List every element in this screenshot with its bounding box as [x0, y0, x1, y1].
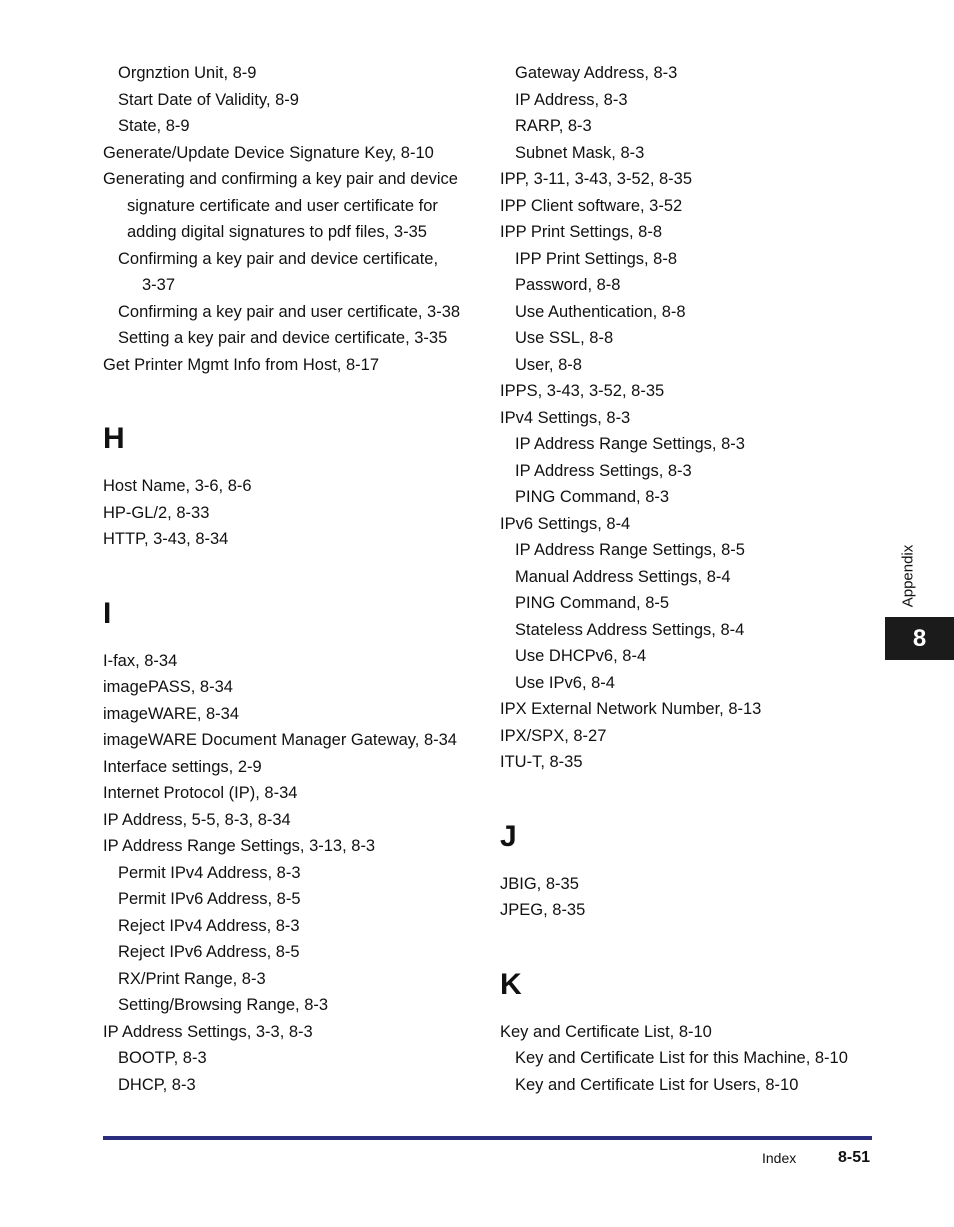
index-entry: imageWARE Document Manager Gateway, 8-34	[103, 731, 457, 749]
index-entry: PING Command, 8-5	[515, 594, 670, 612]
index-entry: Confirming a key pair and device certificate,	[118, 249, 439, 268]
index-entry: Use DHCPv6, 8-4	[515, 647, 647, 665]
index-entry: State, 8-9	[118, 117, 190, 135]
index-entry: Password, 8-8	[515, 276, 621, 294]
index-entry: Setting/Browsing Range, 8-3	[118, 996, 329, 1014]
index-entry: Reject IPv4 Address, 8-3	[118, 916, 300, 935]
index-entry: Reject IPv6 Address, 8-5	[118, 943, 300, 961]
index-entry: IP Address, 5-5, 8-3, 8-34	[103, 810, 291, 829]
index-section-letter: I	[103, 596, 112, 630]
index-entry: PING Command, 8-3	[515, 488, 670, 506]
index-entry: Interface settings, 2-9	[103, 757, 262, 776]
index-entry: IPP, 3-11, 3-43, 3-52, 8-35	[500, 170, 693, 188]
footer-section-name: Index	[762, 1150, 797, 1166]
index-entry: Key and Certificate List for Users, 8-10	[515, 1075, 799, 1094]
index-entry: Generate/Update Device Signature Key, 8-10	[103, 143, 434, 162]
index-entry: Confirming a key pair and user certificate, 3-38	[118, 302, 461, 321]
index-entry: ITU-T, 8-35	[500, 753, 583, 771]
index-entry: Start Date of Validity, 8-9	[118, 90, 299, 109]
index-entry: IPP Print Settings, 8-8	[500, 223, 663, 241]
index-section-letter: H	[103, 422, 125, 455]
index-entry: Orgnztion Unit, 8-9	[118, 64, 257, 82]
index-entry: JBIG, 8-35	[500, 874, 579, 893]
index-entry: IP Address Range Settings, 3-13, 8-3	[103, 837, 376, 855]
index-entry: IPX External Network Number, 8-13	[500, 700, 762, 718]
index-entry: Subnet Mask, 8-3	[515, 143, 645, 162]
chapter-tab	[885, 617, 954, 660]
index-section-letter: J	[500, 819, 517, 853]
index-entry: Use Authentication, 8-8	[515, 302, 686, 321]
index-entry: IPv6 Settings, 8-4	[500, 514, 631, 533]
index-entry: IP Address Settings, 3-3, 8-3	[103, 1022, 313, 1041]
index-column-right	[500, 60, 880, 1098]
index-entry: IPv4 Settings, 8-3	[500, 408, 631, 427]
index-entry: Permit IPv4 Address, 8-3	[118, 863, 301, 882]
index-entry: User, 8-8	[515, 355, 582, 374]
index-section-letter: K	[500, 967, 522, 1001]
chapter-side-label	[898, 540, 918, 612]
index-entry: imageWARE, 8-34	[103, 704, 240, 723]
footer-rule	[103, 1136, 872, 1140]
index-entry: Key and Certificate List, 8-10	[500, 1022, 712, 1041]
index-entry: Setting a key pair and device certificate, 3-35	[118, 329, 448, 347]
index-entry: JPEG, 8-35	[500, 901, 586, 919]
index-entry: IPX/SPX, 8-27	[500, 726, 607, 745]
index-entry: Manual Address Settings, 8-4	[515, 567, 731, 586]
index-entry: 3-37	[142, 276, 176, 294]
index-entry: Permit IPv6 Address, 8-5	[118, 890, 301, 908]
index-entry: Stateless Address Settings, 8-4	[515, 620, 745, 639]
index-entry: IP Address Settings, 8-3	[515, 461, 692, 480]
index-entry: Get Printer Mgmt Info from Host, 8-17	[103, 355, 380, 374]
index-entry: signature certificate and user certificate for	[127, 196, 438, 215]
index-entry: Gateway Address, 8-3	[515, 64, 678, 82]
index-entry: RARP, 8-3	[515, 117, 592, 135]
index-entry: Use IPv6, 8-4	[515, 673, 615, 692]
index-entry: Use SSL, 8-8	[515, 329, 614, 347]
chapter-label-text: Appendix	[899, 544, 917, 608]
index-entry: HTTP, 3-43, 8-34	[103, 530, 229, 548]
index-entry: IP Address Range Settings, 8-5	[515, 541, 745, 559]
index-entry: Internet Protocol (IP), 8-34	[103, 784, 298, 802]
index-entry: IP Address, 8-3	[515, 90, 628, 109]
index-entry: Generating and confirming a key pair and device	[103, 170, 458, 188]
index-entry: IP Address Range Settings, 8-3	[515, 435, 745, 453]
index-entry: imagePASS, 8-34	[103, 678, 233, 696]
index-entry: IPP Client software, 3-52	[500, 196, 683, 215]
index-entry: Host Name, 3-6, 8-6	[103, 477, 252, 495]
chapter-number: 8	[912, 624, 927, 652]
index-entry: HP-GL/2, 8-33	[103, 503, 210, 522]
index-entry: RX/Print Range, 8-3	[118, 969, 266, 988]
index-entry: I-fax, 8-34	[103, 651, 178, 670]
footer-page-number: 8-51	[838, 1149, 871, 1166]
index-column-left	[103, 60, 483, 1098]
index-entry: IPPS, 3-43, 3-52, 8-35	[500, 382, 665, 400]
index-entry: DHCP, 8-3	[118, 1075, 196, 1094]
index-entry: adding digital signatures to pdf files, 3-35	[127, 223, 427, 241]
index-entry: IPP Print Settings, 8-8	[515, 249, 678, 268]
index-entry: Key and Certificate List for this Machine, 8-10	[515, 1049, 848, 1067]
index-entry: BOOTP, 8-3	[118, 1049, 207, 1067]
